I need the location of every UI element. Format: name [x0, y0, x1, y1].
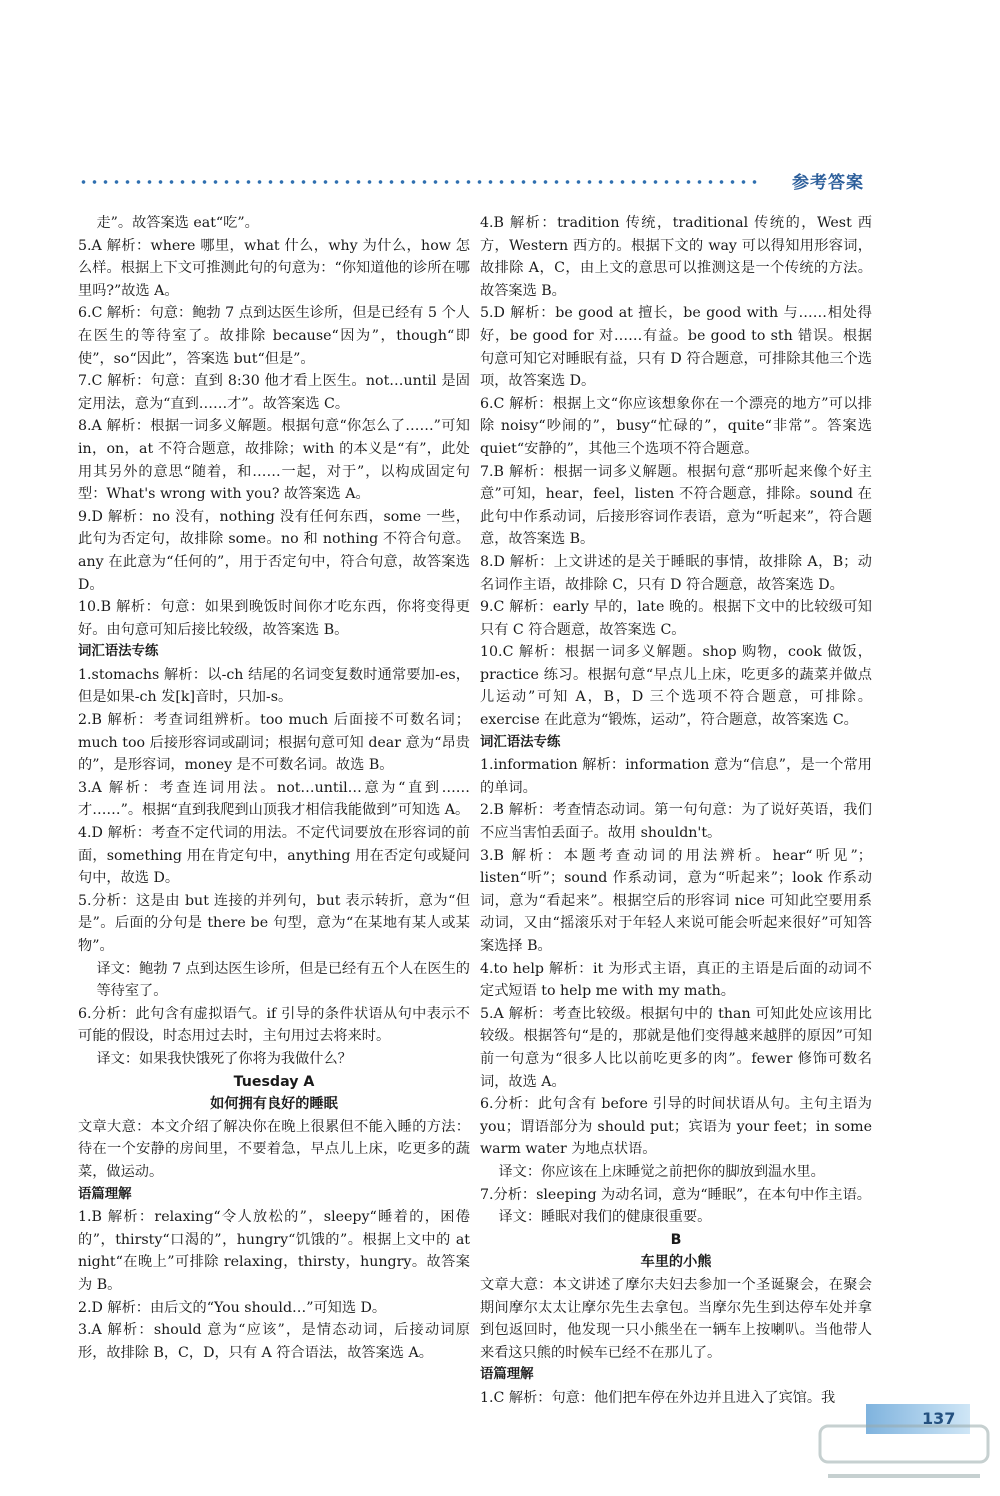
right-column [480, 212, 872, 1409]
answer-paragraph: 10.B 解析：句意：如果到晚饭时间你才吃东西，你将变得更好。由句意可知后接比较级，故答案选 B。 [78, 599, 470, 638]
summary-paragraph: 文章大意：本文介绍了解决你在晚上很累但不能入睡的方法：待在一个安静的房间里，不要着急，早点儿上床，吃更多的蔬菜，做运动。 [78, 1118, 470, 1180]
section-heading: 词汇语法专练 [78, 644, 159, 660]
translation-line: 走”。故答案选 eat“吃”。 [96, 215, 259, 231]
answer-paragraph: 6.C 解析：句意：鲍勃 7 点到达医生诊所，但是已经有 5 个人在医生的等待室了。故排除 because“因为”，though“即使”，so“因此”，答案选 but“但是”。 [78, 305, 470, 367]
answer-paragraph: 4.to help 解析：it 为形式主语，真正的主语是后面的动词不定式短语 to help me with my math。 [480, 960, 872, 1000]
answer-paragraph: 7.B 解析：根据一词多义解题。根据句意“那听起来像个好主意”可知，hear，feel，listen 不符合题意，排除。sound 在此句中作系动词，后接形容词作表语，意为“听起来”，符合题意，故答案选 B。 [480, 463, 872, 548]
header-title: 参考答案 [792, 173, 864, 193]
page-number-tab: 137 [866, 1404, 970, 1434]
answer-paragraph: 2.B 解析：考查词组辨析。too much 后面接不可数名词；much too 后接形容词或副词；根据句意可知 dear 意为“昂贵的”，是形容词，money 是不可数名词。故选 B。 [78, 712, 470, 774]
answer-paragraph: 1.C 解析：句意：他们把车停在外边并且进入了宾馆。我 [480, 1389, 836, 1406]
translation-line: 译文：如果我快饿死了你将为我做什么？ [96, 1050, 352, 1067]
answer-paragraph: 5.A 解析：考查比较级。根据句中的 than 可知此处应该用比较级。根据答句“是的，那就是他们变得越来越胖的原因”可知前一句意为“很多人比以前吃更多的肉”。fewer 修饰可数名词，故选 A。 [480, 1005, 872, 1090]
answer-paragraph: 6.C 解析：根据上文“你应该想象你在一个漂亮的地方”可以排除 noisy“吵闹的”，busy“忙碌的”，quite“非常”。答案选 quiet“安静的”，其他三个选项不符合题意。 [480, 395, 872, 457]
passage-title: 车里的小熊 [640, 1254, 712, 1271]
answer-paragraph: 9.C 解析：early 早的，late 晚的。根据下文中的比较级可知只有 C 符合题意，故答案选 C。 [480, 599, 872, 638]
answer-paragraph: 5.A 解析：where 哪里，what 什么，why 为什么，how 怎么样。根据上下文可推测此句的句意为：“你知道他的诊所在哪里吗?”故选 A。 [78, 237, 470, 299]
answer-paragraph: 9.D 解析：no 没有，nothing 没有任何东西，some 一些，此句为否定句，故排除 some。no 和 nothing 不符合句意。any 在此意为“任何的”，用于否定句中，符合句意，故答案选 D。 [78, 508, 470, 593]
answer-paragraph: 6.分析：此句含有虚拟语气。if 引导的条件状语从句中表示不可能的假设，时态用过去时，主句用过去将来时。 [78, 1005, 470, 1045]
answer-paragraph: 1.stomachs 解析：以-ch 结尾的名词变复数时通常要加-es，但是如果-ch 发[k]音时，只加-s。 [78, 666, 470, 706]
answer-paragraph: 8.A 解析：根据一词多义解题。根据句意“你怎么了……”可知 in，on，at 不符合题意，故排除；with 的本义是“有”，此处用其另外的意思“随着，和……一起，对于”，以构成固定句型：What's wrong with you? 故答案选 A。 [78, 418, 470, 503]
answer-paragraph: 4.D 解析：考查不定代词的用法。不定代词要放在形容词的前面，something 用在肯定句中，anything 用在否定句或疑问句中，故选 D。 [78, 825, 470, 887]
answer-paragraph: 5.D 解析：be good at 擅长，be good with 与……相处得好，be good for 对……有益。be good to sth 错误。根据句意可知它对睡眠有益，只有 D 符合题意，可排除其他三个选项，故答案选 D。 [480, 305, 872, 390]
section-heading: 词汇语法专练 [480, 734, 561, 750]
answer-paragraph: 7.分析：sleeping 为动名词，意为“睡眠”，在本句中作主语。 [480, 1186, 871, 1203]
summary-paragraph: 文章大意：本文讲述了摩尔夫妇去参加一个圣诞聚会，在聚会期间摩尔太太让摩尔先生去拿包。当摩尔先生到达停车处并拿到包返回时，他发现一只小熊坐在一辆车上按喇叭。当他带人来看这只熊的时候车已经不在那儿了。 [480, 1276, 872, 1361]
answer-paragraph: 8.D 解析：上文讲述的是关于睡眠的事情，故排除 A，B；动名词作主语，故排除 C，只有 D 符合题意，故答案选 D。 [480, 553, 872, 593]
section-heading: 语篇理解 [78, 1186, 132, 1202]
translation-line: 译文：你应该在上床睡觉之前把你的脚放到温水里。 [498, 1163, 825, 1180]
answer-paragraph: 1.information 解析：information 意为“信息”，是一个常用的单词。 [480, 757, 872, 796]
translation-line: 译文：鲍勃 7 点到达医生诊所，但是已经有五个人在医生的等待室了。 [96, 960, 470, 1000]
answer-paragraph: 2.B 解析：考查情态动词。第一句句意：为了说好英语，我们不应当害怕丢面子。故用 shouldn't。 [480, 802, 872, 842]
answer-paragraph: 3.B 解析：本题考查动词的用法辨析。hear“听见”；listen“听”；sound 作系动词，意为“听起来”；look 作系动词，意为“看起来”。根据空后的形容词 nice 可知此空要用系动词，又由“摇滚乐对于年轻人来说可能会听起来很好”可知答案选择 B。 [480, 847, 872, 954]
answer-paragraph: 10.C 解析：根据一词多义解题。shop 购物，cook 做饭，practice 练习。根据句意“早点儿上床，吃更多的蔬菜并做点儿运动”可知 A，B，D 三个选项不符合题意，可排除。exercise 在此意为“锻炼，运动”，符合题意，故答案选 C。 [480, 644, 872, 729]
page-header [78, 168, 868, 194]
passage-title: Tuesday A [233, 1073, 315, 1090]
section-heading: 语篇理解 [480, 1367, 534, 1383]
passage-title: 如何拥有良好的睡眠 [210, 1096, 338, 1113]
watermark-logo [818, 1424, 990, 1484]
answer-paragraph: 4.B 解析：tradition 传统，traditional 传统的，West 西方，Western 西方的。根据下文的 way 可以得知用形容词，故排除 A，C，由上文的意思可以推测这是一个传统的方法。故答案选 B。 [480, 215, 872, 299]
answer-paragraph: 7.C 解析：句意：直到 8:30 他才看上医生。not…until 是固定用法，意为“直到……才”。故答案选 C。 [78, 373, 470, 412]
answer-paragraph: 3.A 解析：should 意为“应该”，是情态动词，后接动词原形，故排除 B，C，D，只有 A 符合语法，故答案选 A。 [78, 1322, 470, 1361]
answer-paragraph: 2.D 解析：由后文的“You should…”可知选 D。 [78, 1299, 387, 1316]
answer-paragraph: 6.分析：此句含有 before 引导的时间状语从句。主句主语为 you；谓语部分为 should put；宾语为 your feet；in some warm water 为地点状语。 [480, 1096, 872, 1158]
answer-paragraph: 5.分析：这是由 but 连接的并列句，but 表示转折，意为“但是”。后面的分句是 there be 句型，意为“在某地有某人或某物”。 [78, 892, 470, 954]
translation-line: 译文：睡眠对我们的健康很重要。 [498, 1209, 712, 1226]
dotted-rule [78, 180, 758, 184]
answer-paragraph: 1.B 解析：relaxing“令人放松的”，sleepy“睡着的，困倦的”，thirsty“口渴的”，hungry“饥饿的”。根据上文中的 at night“在晚上”可排除 relaxing，thirsty，hungry。故答案为 B。 [78, 1209, 470, 1293]
answer-paragraph: 3.A 解析：考查连词用法。not…until…意为“直到……才……”。根据“直到我爬到山顶我才相信我能做到”可知选 A。 [78, 779, 470, 819]
passage-title: B [670, 1231, 682, 1248]
left-column [78, 212, 470, 1364]
